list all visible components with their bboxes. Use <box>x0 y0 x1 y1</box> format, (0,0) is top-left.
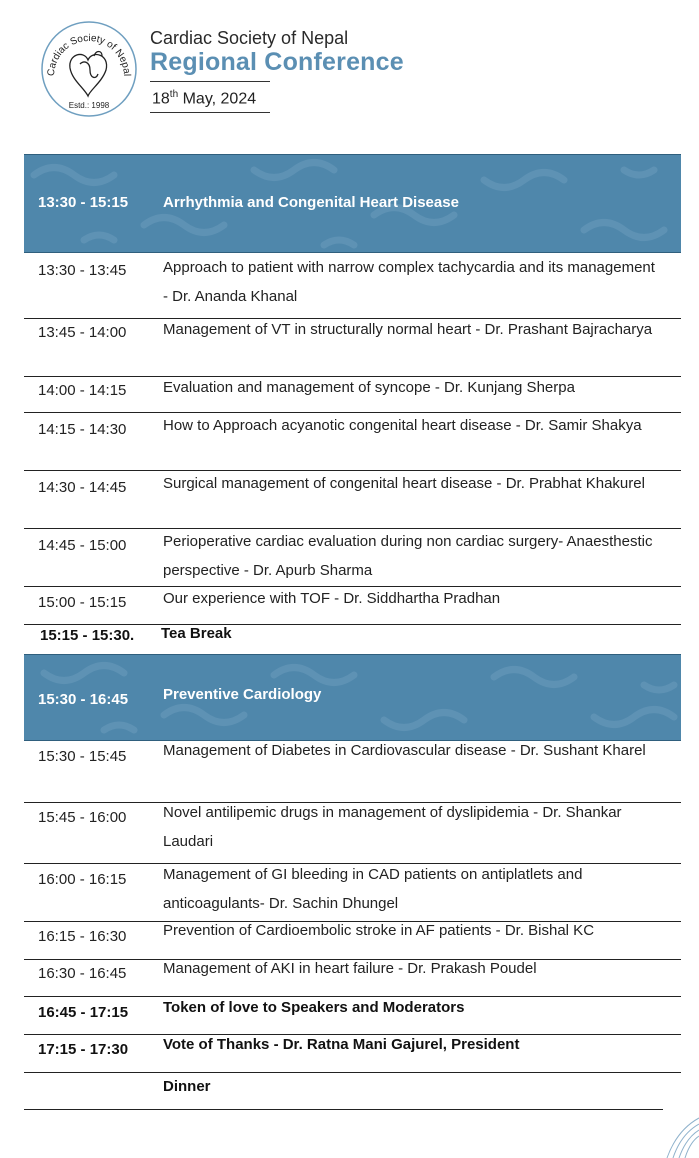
talk-row <box>24 741 681 803</box>
session-time: 13:30 - 15:15 <box>38 194 129 211</box>
closing-title: Vote of Thanks - Dr. Ratna Mani Gajurel, President <box>163 1036 520 1053</box>
date-month-year: May, 2024 <box>178 90 257 108</box>
talk-title: Perioperative cardiac evaluation during non cardiac surgery- Anaesthestic perspective - Dr. Apurb Sharma <box>163 533 653 579</box>
closing-row <box>24 1035 681 1073</box>
closing-row <box>24 1073 663 1110</box>
conference-title: Regional Conference <box>150 48 404 76</box>
date-suffix: th <box>169 89 179 100</box>
talk-title: Our experience with TOF - Dr. Siddhartha Pradhan <box>163 590 501 607</box>
talk-title: Management of GI bleeding in CAD patients on antiplatlets and anticoagulants- Dr. Sachin Dhungel <box>163 866 583 912</box>
talk-title: Surgical management of congenital heart disease - Dr. Prabhat Khakurel <box>163 475 645 492</box>
talk-title: Management of Diabetes in Cardiovascular disease - Dr. Sushant Kharel <box>163 742 646 759</box>
logo-ring-text: Cardiac Society of Nepal <box>45 32 133 77</box>
closing-time: 17:15 - 17:30 <box>38 1041 129 1058</box>
talk-row <box>24 253 681 319</box>
divider <box>150 112 270 113</box>
talk-time: 16:00 - 16:15 <box>38 871 127 888</box>
divider <box>150 81 270 82</box>
talk-title: Management of VT in structurally normal heart - Dr. Prashant Bajracharya <box>163 321 653 338</box>
talk-title: Management of AKI in heart failure - Dr. Prakash Poudel <box>163 960 537 977</box>
talk-title: How to Approach acyanotic congenital heart disease - Dr. Samir Shakya <box>163 417 642 434</box>
talk-row <box>24 319 681 377</box>
talk-time: 13:30 - 13:45 <box>38 262 127 279</box>
closing-time: 16:45 - 17:15 <box>38 1004 129 1021</box>
corner-decoration <box>659 1108 699 1158</box>
talk-row <box>24 803 681 864</box>
talk-time: 15:00 - 15:15 <box>38 594 127 611</box>
date-day: 18 <box>152 90 170 108</box>
closing-title: Token of love to Speakers and Moderators <box>163 999 465 1016</box>
talk-row <box>24 960 681 997</box>
event-date <box>152 89 256 108</box>
logo-estd: Estd.: 1998 <box>68 101 110 110</box>
talk-title: Evaluation and management of syncope - Dr. Kunjang Sherpa <box>163 379 575 396</box>
talk-time: 13:45 - 14:00 <box>38 324 127 341</box>
society-logo <box>40 20 138 118</box>
session-title: Arrhythmia and Congenital Heart Disease <box>163 194 459 211</box>
talk-row <box>24 471 681 529</box>
talk-row <box>24 864 681 922</box>
talk-row <box>24 529 681 587</box>
closing-title: Dinner <box>163 1078 211 1095</box>
talk-time: 14:00 - 14:15 <box>38 382 127 399</box>
talk-time: 14:15 - 14:30 <box>38 421 127 438</box>
talk-time: 15:45 - 16:00 <box>38 809 127 826</box>
org-name: Cardiac Society of Nepal <box>150 28 349 48</box>
talk-time: 14:30 - 14:45 <box>38 479 127 496</box>
break-title: Tea Break <box>161 625 232 642</box>
talk-title: Approach to patient with narrow complex tachycardia and its management - Dr. Ananda Khanal <box>163 259 655 305</box>
session-header-band <box>24 154 681 253</box>
break-time: 15:15 - 15:30. <box>40 627 135 644</box>
tea-break-row <box>24 625 681 655</box>
talk-row <box>24 377 681 413</box>
talk-time: 15:30 - 15:45 <box>38 748 127 765</box>
talk-time: 16:15 - 16:30 <box>38 928 127 945</box>
session-time: 15:30 - 16:45 <box>38 691 129 708</box>
talk-time: 16:30 - 16:45 <box>38 965 127 982</box>
session-title: Preventive Cardiology <box>163 686 322 703</box>
talk-time: 14:45 - 15:00 <box>38 537 127 554</box>
session-header-band <box>24 654 681 741</box>
talk-title: Novel antilipemic drugs in management of dyslipidemia - Dr. Shankar Laudari <box>163 804 622 850</box>
talk-row <box>24 413 681 471</box>
talk-title: Prevention of Cardioembolic stroke in AF patients - Dr. Bishal KC <box>163 922 595 939</box>
